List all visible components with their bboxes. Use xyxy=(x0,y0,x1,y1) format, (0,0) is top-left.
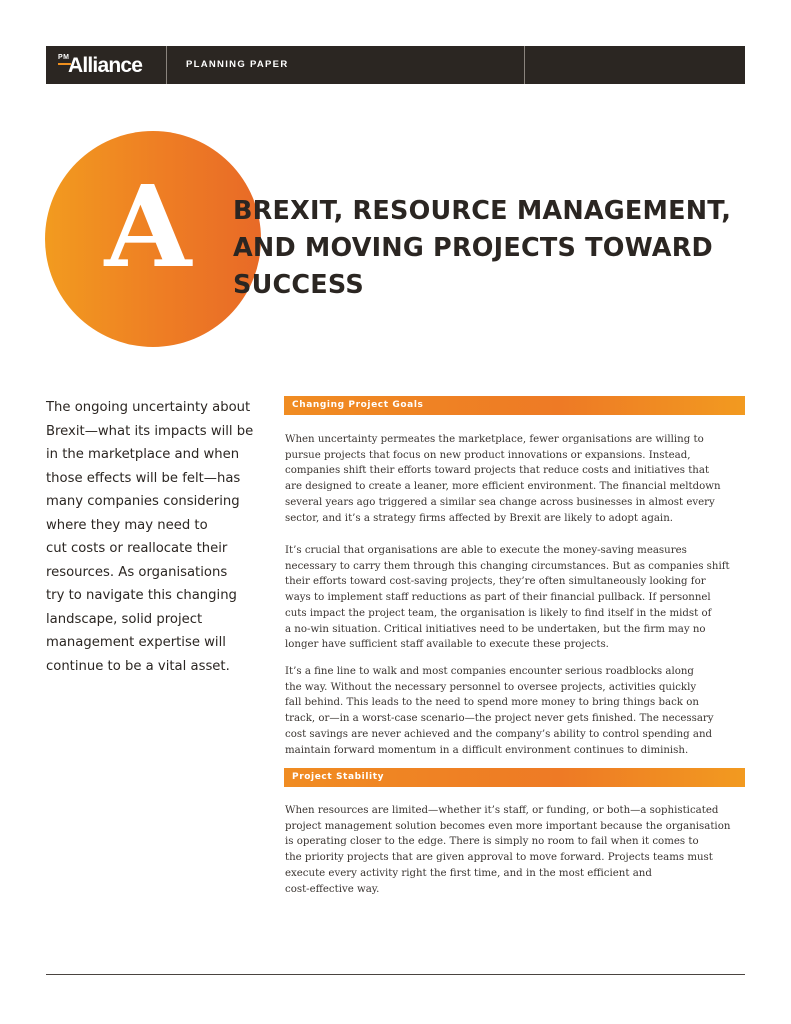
text-line: When resources are limited—whether it’s staff, or funding, or both—a sophisticated xyxy=(285,805,719,816)
intro-line: many companies considering xyxy=(46,494,240,509)
header-divider xyxy=(524,46,525,84)
intro-paragraph xyxy=(46,396,271,678)
text-line: longer have sufficient staff available to execute these projects. xyxy=(285,639,609,651)
text-line: It’s crucial that organisations are able to execute the money-saving measures xyxy=(285,545,687,556)
intro-line: in the marketplace and when xyxy=(46,447,240,462)
text-line: execute every activity right the first time, and in the most efficient and xyxy=(285,867,652,879)
text-line: is operating closer to the edge. There is simply no room to fail when it comes to xyxy=(285,836,699,848)
logo-prefix: PM xyxy=(58,54,70,61)
intro-line: continue to be a vital asset. xyxy=(46,658,230,674)
header-divider xyxy=(166,46,167,84)
text-line: pursue projects that focus on new product innovations or expansions. Instead, xyxy=(285,449,691,461)
section-heading-label: Project Stability xyxy=(292,772,385,782)
intro-line: those effects will be felt—has xyxy=(46,470,241,486)
text-line: sector, and it’s a strategy firms affected by Brexit are likely to adopt again. xyxy=(285,512,673,524)
intro-line: try to navigate this changing xyxy=(46,588,237,603)
text-line: the way. Without the necessary personnel to oversee projects, activities quickly xyxy=(285,681,697,693)
text-line: a no-win situation. Critical initiatives need to be undertaken, but the firm may no xyxy=(285,623,706,635)
text-line: cost-effective way. xyxy=(285,883,380,895)
page-title xyxy=(233,193,733,304)
text-line: several years ago triggered a similar sea change across businesses in almost every xyxy=(285,496,715,508)
title-line: AND MOVING PROJECTS TOWARD xyxy=(233,233,713,263)
document-type-label: PLANNING PAPER xyxy=(186,59,289,70)
text-line: companies shift their efforts toward projects that reduce costs and initiatives that xyxy=(285,465,710,477)
text-line: fall behind. This leads to the need to spend more money to bring things back on xyxy=(285,697,699,709)
text-line: are designed to create a leaner, more efficient environment. The financial meltdown xyxy=(285,481,721,493)
text-line: necessary to carry them through this changing circumstances. But as companies shift xyxy=(285,560,730,572)
body-paragraph xyxy=(285,432,747,526)
header-bar xyxy=(46,46,745,84)
title-line: SUCCESS xyxy=(233,270,364,300)
text-line: cuts impact the project team, the organisation is likely to find itself in the midst of xyxy=(285,607,712,619)
body-paragraph xyxy=(285,803,747,897)
text-line: When uncertainty permeates the marketplace, fewer organisations are willing to xyxy=(285,434,704,445)
footer-divider xyxy=(46,974,745,975)
text-line: cost savings are never achieved and the company’s ability to control spending and xyxy=(285,728,713,740)
text-line: ways to implement staff reductions as part of their financial pullback. If personnel xyxy=(285,592,711,604)
intro-line: cut costs or reallocate their xyxy=(46,541,228,556)
intro-line: landscape, solid project xyxy=(46,611,203,627)
section-heading-project-stability xyxy=(284,768,745,787)
body-paragraph xyxy=(285,543,747,653)
logo-name: Alliance xyxy=(68,54,143,77)
intro-line: Brexit—what its impacts will be xyxy=(46,423,254,439)
text-line: project management solution becomes even more important because the organisation xyxy=(285,820,731,832)
text-line: the priority projects that are given approval to move forward. Projects teams must xyxy=(285,852,713,864)
intro-line: resources. As organisations xyxy=(46,564,228,580)
text-line: their efforts toward cost-saving projects, they’re often simultaneously looking for xyxy=(285,576,706,588)
text-line: track, or—in a worst-case scenario—the project never gets finished. The necessary xyxy=(285,713,714,725)
dropcap-letter: A xyxy=(104,162,192,293)
section-heading-label: Changing Project Goals xyxy=(292,400,424,410)
intro-line: The ongoing uncertainty about xyxy=(46,400,251,415)
text-line: maintain forward momentum in a difficult environment continues to diminish. xyxy=(285,744,689,756)
title-line: BREXIT, RESOURCE MANAGEMENT, xyxy=(233,196,732,226)
intro-line: where they may need to xyxy=(46,517,208,533)
body-paragraph xyxy=(285,664,747,758)
text-line: It’s a fine line to walk and most companies encounter serious roadblocks along xyxy=(285,666,694,677)
section-heading-changing-project-goals xyxy=(284,396,745,415)
intro-line: management expertise will xyxy=(46,635,226,650)
